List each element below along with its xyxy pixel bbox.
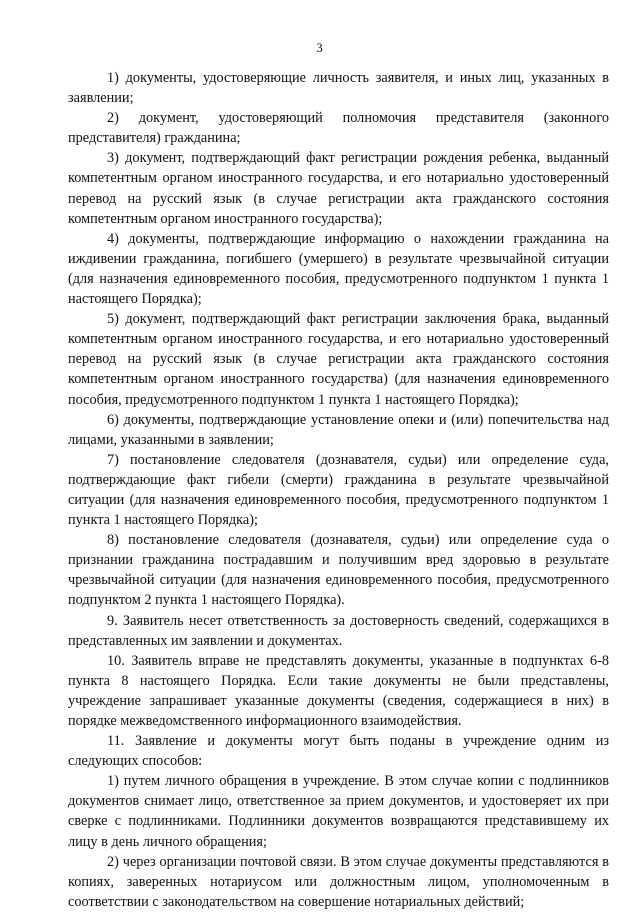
clause-11-item-2: 2) через организации почтовой связи. В этом случае документы представляются в копиях, заверенных нотариусом или должностным лицом, уполномоченным в соответствии с законодательством на совершение нотариальных действий; [68,853,609,910]
clause-11-item-1: 1) путем личного обращения в учреждение. В этом случае копии с подлинников документов снимает лицо, ответственное за прием документов, и удостоверяет их при сверке с подлинниками. Подлинники документов возвращаются представившему их лицу в день личного обращения; [68,773,609,850]
clause-10: 10. Заявитель вправе не представлять документы, указанные в подпунктах 6-8 пункта 8 настоящего Порядка. Если такие документы не были представлены, учреждение запрашивает указанные документы (сведения, содержащиеся в них) в порядке межведомственного информационного взаимодействия. [68,652,609,729]
clause-11: 11. Заявление и документы могут быть поданы в учреждение одним из следующих способов: [68,733,609,770]
list-item-3: 3) документ, подтверждающий факт регистрации рождения ребенка, выданный компетентным органом иностранного государства, и его нотариально удостоверенный перевод на русский язык (в случае регистрации акта гражданского состояния компетентным органом иностранного государства); [68,150,609,227]
list-item-2: 2) документ, удостоверяющий полномочия представителя (законного представителя) гражданина; [68,110,609,147]
list-item-4: 4) документы, подтверждающие информацию о нахождении гражданина на иждивении гражданина, погибшего (умершего) в результате чрезвычайной ситуации (для назначения единовременного пособия, предусмотренного подпунктом 1 пункта 1 настоящего Порядка); [68,230,609,308]
clause-9: 9. Заявитель несет ответственность за достоверность сведений, содержащихся в представленных им заявлении и документах. [68,612,609,649]
list-item-8: 8) постановление следователя (дознавателя, судьи) или определение суда о признании гражданина пострадавшим и получившим вред здоровью в результате чрезвычайной ситуации (для назначения единовременного пособия, предусмотренного подпунктом 2 пункта 1 настоящего Порядка). [68,532,609,609]
list-item-1: 1) документы, удостоверяющие личность заявителя, и иных лиц, указанных в заявлении; [68,70,609,107]
list-item-6: 6) документы, подтверждающие установление опеки и (или) попечительства над лицами, указанными в заявлении; [68,411,609,448]
document-body [68,68,609,912]
page-number: 3 [316,40,323,55]
list-item-7: 7) постановление следователя (дознавателя, судьи) или определение суда, подтверждающие факт гибели (смерти) гражданина в результате чрезвычайной ситуации (для назначения единовременного пособия, предусмотренного подпунктом 1 пункта 1 настоящего Порядка); [68,451,609,529]
list-item-5: 5) документ, подтверждающий факт регистрации заключения брака, выданный компетентным органом иностранного государства, и его нотариально удостоверенный перевод на русский язык (в случае регистрации акта гражданского состояния компетентным органом иностранного государства) (для назначения единовременного пособия, предусмотренного подпунктом 1 пункта 1 настоящего Порядка); [68,311,609,408]
